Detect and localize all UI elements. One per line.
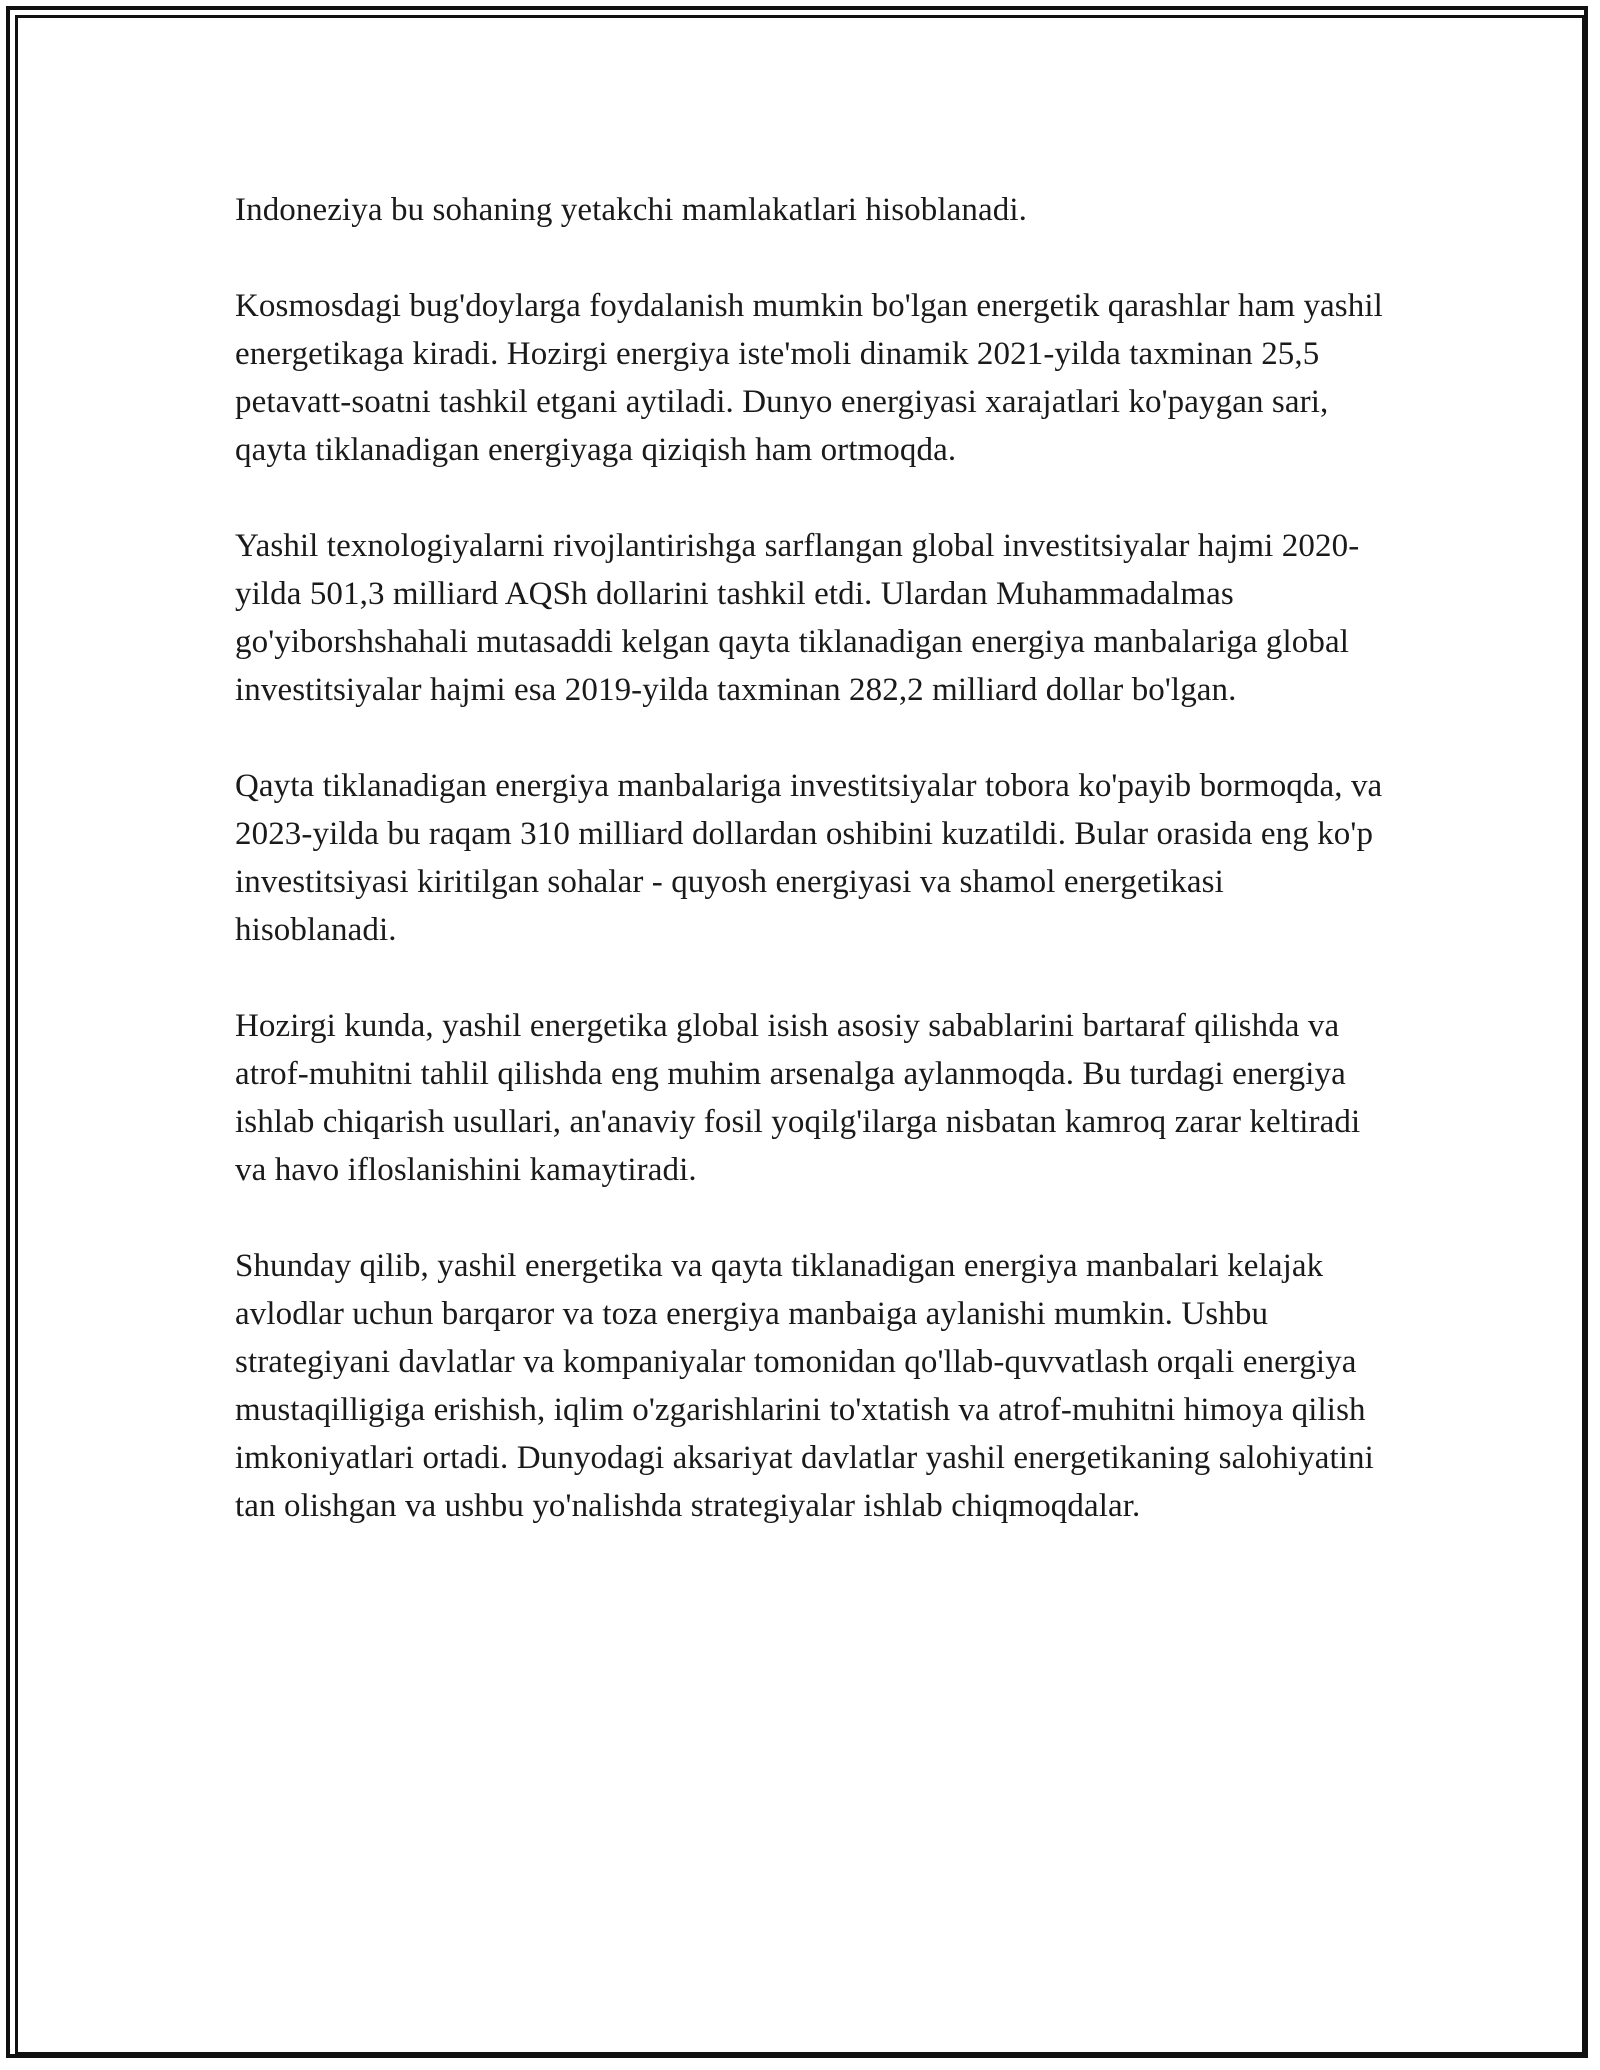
document-body [235,186,1385,1578]
paragraph-5: Hozirgi kunda, yashil energetika global isish asosiy sabablarini bartaraf qilishda va atrof-muhitni tahlil qilishda eng muhim arsenalga aylanmoqda. Bu turdagi energiya ishlab chiqarish usullari, an'anaviy fosil yoqilg'ilarga nisbatan kamroq zarar keltiradi va havo ifloslanishini kamaytiradi. [235,1008,1361,1188]
paragraph-1: Indoneziya bu sohaning yetakchi mamlakatlari hisoblanadi. [235,192,1027,228]
paragraph-3: Yashil texnologiyalarni rivojlantirishga sarflangan global investitsiyalar hajmi 2020-yilda 501,3 milliard AQSh dollarini tashkil etdi. Ulardan Muhammadalmas go'yiborshshahali mutasaddi kelgan qayta tiklanadigan energiya manbalariga global investitsiyalar hajmi esa 2019-yilda taxminan 282,2 milliard dollar bo'lgan. [235,528,1360,708]
paragraph-4: Qayta tiklanadigan energiya manbalariga investitsiyalar tobora ko'payib bormoqda, va 2023-yilda bu raqam 310 milliard dollardan oshibini kuzatildi. Bular orasida eng ko'p investitsiyasi kiritilgan sohalar - quyosh energiyasi va shamol energetikasi hisoblanadi. [235,768,1383,948]
paragraph-6: Shunday qilib, yashil energetika va qayta tiklanadigan energiya manbalari kelajak avlodlar uchun barqaror va toza energiya manbaiga aylanishi mumkin. Ushbu strategiyani davlatlar va kompaniyalar tomonidan qo'llab-quvvatlash orqali energiya mustaqilligiga erishish, iqlim o'zgarishlarini to'xtatish va atrof-muhitni himoya qilish imkoniyatlari ortadi. Dunyodagi aksariyat davlatlar yashil energetikaning salohiyatini tan olishgan va ushbu yo'nalishda strategiyalar ishlab chiqmoqdalar. [235,1248,1374,1524]
paragraph-2: Kosmosdagi bug'doylarga foydalanish mumkin bo'lgan energetik qarashlar ham yashil energetikaga kiradi. Hozirgi energiya iste'moli dinamik 2021-yilda taxminan 25,5 petavatt-soatni tashkil etgani aytiladi. Dunyo energiyasi xarajatlari ko'paygan sari, qayta tiklanadigan energiyaga qiziqish ham ortmoqda. [235,288,1383,468]
